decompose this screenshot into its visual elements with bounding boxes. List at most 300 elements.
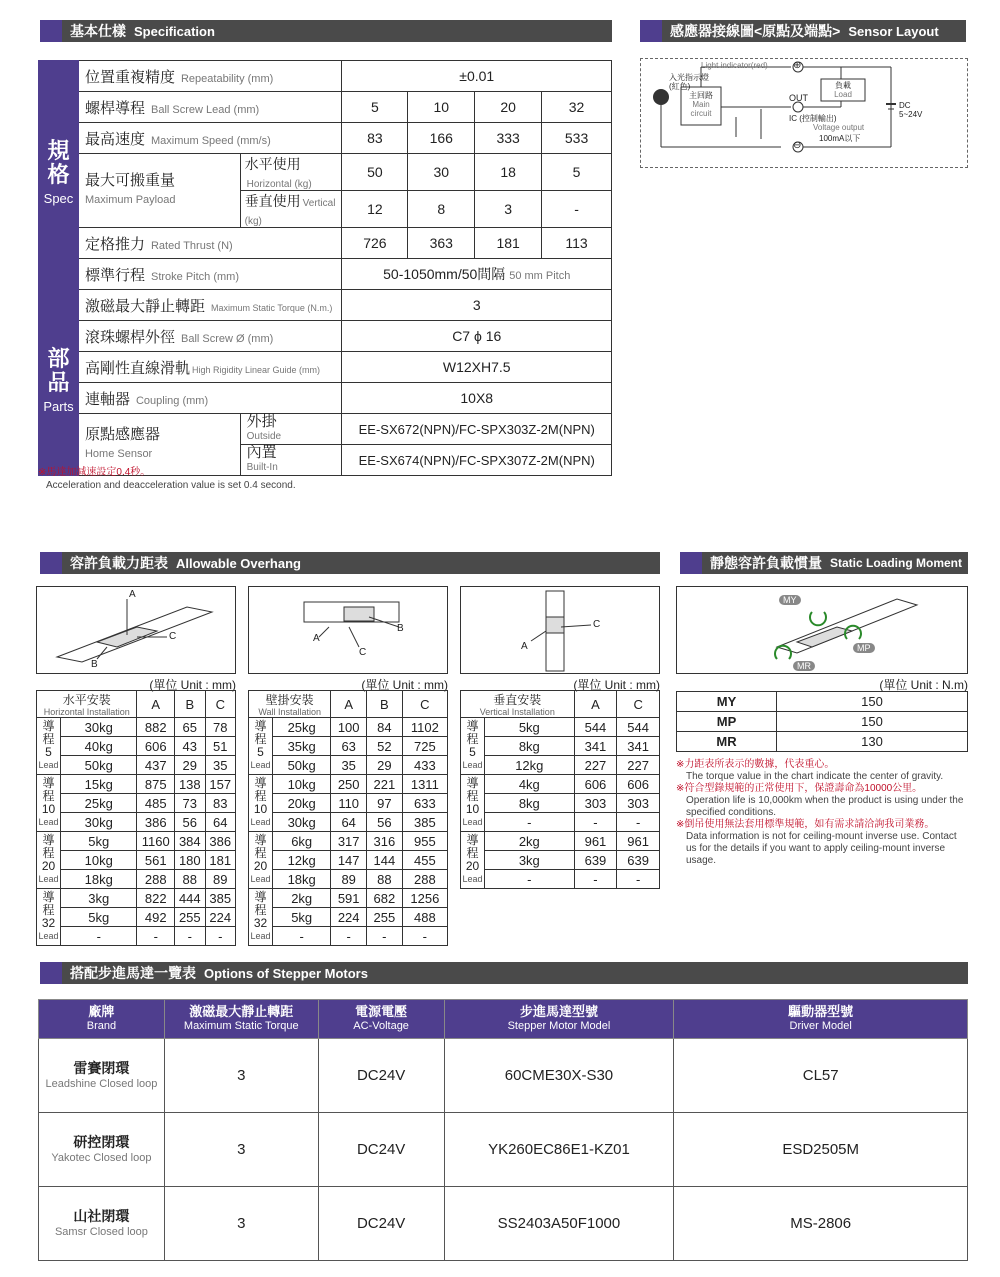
overhang-cell: 88 <box>175 870 205 889</box>
table-row <box>461 756 660 775</box>
lead-side-label: 導程 20 Lead <box>461 832 485 889</box>
speed-value: 333 <box>475 123 542 154</box>
overhang-cell: 147 <box>331 851 367 870</box>
outside-label: 外掛 Outside <box>240 414 342 445</box>
overhang-cell: 682 <box>367 889 403 908</box>
table-row <box>461 794 660 813</box>
driver-model: CL57 <box>674 1039 968 1113</box>
table-row <box>249 870 448 889</box>
overhang-cell: 138 <box>175 775 205 794</box>
overhang-cell: 255 <box>367 908 403 927</box>
diagram-label-c: C <box>169 631 177 642</box>
motors-table <box>38 999 968 1261</box>
light-indicator-label: Light indicator(red) <box>701 61 768 70</box>
lead-side-label: 導程 10 Lead <box>37 775 61 832</box>
moment-header-zh: 靜態容許負載慣量 <box>710 555 822 571</box>
voltage-output-label: Voltage output <box>813 123 865 132</box>
overhang-cell: 157 <box>205 775 235 794</box>
overhang-cell: 83 <box>205 794 235 813</box>
overhang-cell: 433 <box>402 756 447 775</box>
motor-brand: 山社閉環 Samsr Closed loop <box>39 1187 165 1261</box>
motor-torque: 3 <box>164 1039 318 1113</box>
overhang-cell: 606 <box>574 775 617 794</box>
table-row <box>37 870 236 889</box>
col-header: A <box>137 691 175 718</box>
wall-rail-svg <box>249 587 447 673</box>
thrust-value: 113 <box>542 228 612 259</box>
motor-model: YK260EC86E1-KZ01 <box>444 1113 674 1187</box>
overhang-cell: 25kg <box>61 794 137 813</box>
col-header: C <box>617 691 660 718</box>
overhang-cell: 35kg <box>273 737 331 756</box>
vertical-value: 3 <box>475 191 542 228</box>
sensor-header-en: Sensor Layout <box>848 23 939 39</box>
moment-section-header <box>680 552 968 574</box>
table-row <box>37 851 236 870</box>
overhang-cell: 30kg <box>273 813 331 832</box>
motors-col-header: 激磁最大靜止轉距 Maximum Static Torque <box>164 1000 318 1039</box>
overhang-cell: 961 <box>574 832 617 851</box>
screw-value: C7 ϕ 16 <box>342 321 612 352</box>
accel-note-en: Acceleration and deacceleration value is set 0.4 second. <box>46 480 296 491</box>
lead-value: 10 <box>408 92 475 123</box>
overhang-cell: 1102 <box>402 718 447 737</box>
lead-side-label: 導程 5 Lead <box>249 718 273 775</box>
motor-model: 60CME30X-S30 <box>444 1039 674 1113</box>
table-row <box>37 889 236 908</box>
table-row <box>461 775 660 794</box>
overhang-cell: 40kg <box>61 737 137 756</box>
moment-key: MY <box>677 692 777 712</box>
overhang-cell: 544 <box>574 718 617 737</box>
note-zh: ※力距表所表示的數據，代表重心。 <box>676 759 835 770</box>
table-row <box>249 908 448 927</box>
moment-value: 150 <box>777 692 968 712</box>
overhang-cell: 288 <box>137 870 175 889</box>
table-row <box>37 775 236 794</box>
sensor-diagram <box>640 58 968 168</box>
horizontal-value: 30 <box>408 154 475 191</box>
moment-notes <box>676 759 970 867</box>
diagram-label-a: A <box>129 589 136 600</box>
overhang-cell: 5kg <box>273 908 331 927</box>
overhang-cell: 73 <box>175 794 205 813</box>
motors-section-header <box>40 962 968 984</box>
overhang-cell: 385 <box>402 813 447 832</box>
overhang-cell: 8kg <box>485 737 575 756</box>
diagram-label-b: B <box>91 659 98 670</box>
overhang-cell: 224 <box>331 908 367 927</box>
minus-terminal: ⊖ <box>793 140 802 151</box>
mp-label: MP <box>853 643 875 653</box>
diagram-label-a: A <box>313 633 320 644</box>
col-header: B <box>367 691 403 718</box>
overhang-cell: - <box>617 870 660 889</box>
torque-label: 激磁最大靜止轉距 Maximum Static Torque (N.m.) <box>78 290 342 321</box>
diagram-label-a: A <box>521 641 528 652</box>
horizontal-diagram <box>36 586 236 674</box>
lead-side-label: 導程 10 Lead <box>461 775 485 832</box>
overhang-cell: 181 <box>205 851 235 870</box>
diagram-label-c: C <box>593 619 601 630</box>
builtin-value: EE-SX674(NPN)/FC-SPX307Z-2M(NPN) <box>342 445 612 476</box>
spec-section-header <box>40 20 612 42</box>
overhang-cell: - <box>574 813 617 832</box>
moment-value: 130 <box>777 732 968 752</box>
motor-torque: 3 <box>164 1113 318 1187</box>
table-row <box>37 908 236 927</box>
vertical-label: 垂直使用 Vertical (kg) <box>240 191 342 228</box>
overhang-cell: 1160 <box>137 832 175 851</box>
overhang-cell: 303 <box>617 794 660 813</box>
motor-brand: 研控閉環 Yakotec Closed loop <box>39 1113 165 1187</box>
overhang-cell: 591 <box>331 889 367 908</box>
overhang-cell: - <box>574 870 617 889</box>
overhang-cell: - <box>175 927 205 946</box>
moment-value: 150 <box>777 712 968 732</box>
overhang-cell: 386 <box>137 813 175 832</box>
builtin-label: 內置 Built-In <box>240 445 342 476</box>
motors-header-row <box>39 1000 968 1039</box>
lead-side-label: 導程 10 Lead <box>249 775 273 832</box>
overhang-cell: 30kg <box>61 718 137 737</box>
overhang-cell: 544 <box>617 718 660 737</box>
overhang-cell: 4kg <box>485 775 575 794</box>
ic-label: IC (控制輸出) <box>789 114 837 123</box>
table-row <box>249 927 448 946</box>
overhang-cell: 955 <box>402 832 447 851</box>
table-row <box>37 718 236 737</box>
payload-label: 最大可搬重量 Maximum Payload <box>78 154 240 228</box>
diagram-label-b: B <box>397 623 404 634</box>
thrust-value: 726 <box>342 228 408 259</box>
overhang-cell: 50kg <box>273 756 331 775</box>
overhang-cell: 35 <box>331 756 367 775</box>
plus-terminal: ⊕ <box>793 60 802 71</box>
lead-value: 32 <box>542 92 612 123</box>
table-row <box>249 851 448 870</box>
overhang-cell: 30kg <box>61 813 137 832</box>
overhang-cell: 3kg <box>485 851 575 870</box>
header-accent <box>40 20 62 42</box>
overhang-cell: 52 <box>367 737 403 756</box>
light-indicator-icon <box>653 89 669 105</box>
table-row <box>249 775 448 794</box>
overhang-cell: 961 <box>617 832 660 851</box>
table-row <box>37 832 236 851</box>
overhang-cell: 227 <box>574 756 617 775</box>
overhang-cell: 725 <box>402 737 447 756</box>
overhang-cell: - <box>402 927 447 946</box>
thrust-value: 181 <box>475 228 542 259</box>
table-row <box>249 737 448 756</box>
overhang-cell: 84 <box>367 718 403 737</box>
table-row <box>249 718 448 737</box>
overhang-cell: - <box>485 870 575 889</box>
lead-side-label: 導程 5 Lead <box>37 718 61 775</box>
motor-voltage: DC24V <box>318 1187 444 1261</box>
horizontal-overhang-table <box>36 690 236 946</box>
motor-row <box>39 1039 968 1113</box>
overhang-cell: 10kg <box>61 851 137 870</box>
table-row <box>461 870 660 889</box>
lead-side-label: 導程 20 Lead <box>249 832 273 889</box>
overhang-cell: 221 <box>367 775 403 794</box>
motors-col-header: 驅動器型號 Driver Model <box>674 1000 968 1039</box>
overhang-section-header <box>40 552 660 574</box>
screw-label: 滾珠螺桿外徑 Ball Screw Ø (mm) <box>78 321 342 352</box>
mr-label: MR <box>793 661 815 671</box>
overhang-cell: 492 <box>137 908 175 927</box>
overhang-cell: 5kg <box>61 908 137 927</box>
horizontal-rail-svg <box>37 587 235 673</box>
repeatability-label: 位置重複精度 Repeatability (mm) <box>78 61 342 92</box>
wall-rows <box>249 718 448 946</box>
overhang-cell: 224 <box>205 908 235 927</box>
stroke-label: 標準行程 Stroke Pitch (mm) <box>78 259 342 290</box>
vertical-overhang-table <box>460 690 660 889</box>
table-row <box>249 756 448 775</box>
diagram-label-c: C <box>359 647 367 658</box>
vertical-value: 12 <box>342 191 408 228</box>
motor-row <box>39 1113 968 1187</box>
motor-torque: 3 <box>164 1187 318 1261</box>
note-en: Data information is not for ceiling-mount inverse use. Contact us for the details if you want to apply ceiling-mount inverse usage. <box>686 831 957 866</box>
thrust-value: 363 <box>408 228 475 259</box>
moment-rail-svg <box>677 587 967 673</box>
overhang-cell: 110 <box>331 794 367 813</box>
spec-header-en: Specification <box>134 23 215 39</box>
overhang-cell: 384 <box>175 832 205 851</box>
col-header: B <box>175 691 205 718</box>
moment-key: MP <box>677 712 777 732</box>
overhang-cell: 561 <box>137 851 175 870</box>
wall-diagram <box>248 586 448 674</box>
overhang-cell: 56 <box>175 813 205 832</box>
wall-title: 壁掛安裝 Wall Installation <box>249 691 331 718</box>
table-row <box>37 756 236 775</box>
overhang-cell: 2kg <box>485 832 575 851</box>
overhang-cell: 882 <box>137 718 175 737</box>
wall-overhang-table <box>248 690 448 946</box>
overhang-cell: 1256 <box>402 889 447 908</box>
table-row <box>249 813 448 832</box>
overhang-cell: 606 <box>617 775 660 794</box>
load-label: 負載 Load <box>834 81 852 99</box>
overhang-cell: 227 <box>617 756 660 775</box>
overhang-cell: 29 <box>175 756 205 775</box>
motors-col-header: 步進馬達型號 Stepper Motor Model <box>444 1000 674 1039</box>
overhang-cell: - <box>331 927 367 946</box>
overhang-cell: 64 <box>331 813 367 832</box>
speed-label: 最高速度 Maximum Speed (mm/s) <box>78 123 342 154</box>
vertical-diagram <box>460 586 660 674</box>
dc-label: DC 5~24V <box>899 101 923 119</box>
overhang-cell: 29 <box>367 756 403 775</box>
spec-header-zh: 基本仕樣 <box>70 23 126 39</box>
speed-value: 166 <box>408 123 475 154</box>
table-row <box>249 889 448 908</box>
driver-model: ESD2505M <box>674 1113 968 1187</box>
overhang-cell: 3kg <box>61 889 137 908</box>
repeatability-value: ±0.01 <box>342 61 612 92</box>
overhang-cell: 385 <box>205 889 235 908</box>
overhang-cell: 2kg <box>273 889 331 908</box>
sensor-header-zh: 感應器接線圖<原點及端點> <box>670 23 841 39</box>
overhang-cell: 639 <box>574 851 617 870</box>
spec-table <box>38 60 612 476</box>
overhang-cell: 43 <box>175 737 205 756</box>
overhang-cell: 78 <box>205 718 235 737</box>
overhang-cell: 12kg <box>485 756 575 775</box>
overhang-header-en: Allowable Overhang <box>176 555 301 571</box>
spec-group-label: 規格 Spec <box>39 61 79 290</box>
motors-header-zh: 搭配步進馬達一覽表 <box>70 965 196 981</box>
lead-label: 螺桿導程 Ball Screw Lead (mm) <box>78 92 342 123</box>
overhang-cell: 444 <box>175 889 205 908</box>
note-zh: ※符合型錄規範的正常使用下，保證壽命為10000公里。 <box>676 783 923 794</box>
overhang-cell: - <box>273 927 331 946</box>
guide-value: W12XH7.5 <box>342 352 612 383</box>
overhang-cell: 386 <box>205 832 235 851</box>
overhang-cell: 50kg <box>61 756 137 775</box>
table-row <box>461 832 660 851</box>
motors-header-en: Options of Stepper Motors <box>204 965 368 981</box>
overhang-cell: 65 <box>175 718 205 737</box>
header-accent <box>680 552 702 574</box>
overhang-cell: 89 <box>205 870 235 889</box>
col-header: C <box>205 691 235 718</box>
overhang-cell: 822 <box>137 889 175 908</box>
col-header: C <box>402 691 447 718</box>
overhang-header-zh: 容許負載力距表 <box>70 555 168 571</box>
motor-model: SS2403A50F1000 <box>444 1187 674 1261</box>
speed-value: 533 <box>542 123 612 154</box>
lead-side-label: 導程 32 Lead <box>249 889 273 946</box>
overhang-cell: 875 <box>137 775 175 794</box>
overhang-cell: 15kg <box>61 775 137 794</box>
overhang-cell: 8kg <box>485 794 575 813</box>
light-indicator-zh: 入光指示燈(紅色) <box>669 73 709 91</box>
motor-row <box>39 1187 968 1261</box>
torque-value: 3 <box>342 290 612 321</box>
overhang-cell: 25kg <box>273 718 331 737</box>
table-row <box>461 718 660 737</box>
moment-key: MR <box>677 732 777 752</box>
overhang-cell: 606 <box>137 737 175 756</box>
lead-value: 5 <box>342 92 408 123</box>
horizontal-value: 50 <box>342 154 408 191</box>
table-row <box>249 832 448 851</box>
overhang-cell: 5kg <box>61 832 137 851</box>
table-row <box>461 737 660 756</box>
horizontal-rows <box>37 718 236 946</box>
overhang-cell: 250 <box>331 775 367 794</box>
current-label: 100mA以下 <box>819 134 861 143</box>
horizontal-title: 水平安裝 Horizontal Installation <box>37 691 137 718</box>
horizontal-value: 5 <box>542 154 612 191</box>
stroke-value: 50-1050mm/50間隔 50 mm Pitch <box>342 259 612 290</box>
table-row <box>37 813 236 832</box>
overhang-cell: 6kg <box>273 832 331 851</box>
overhang-unit-wall: (單位 Unit : mm) <box>361 678 448 692</box>
table-row <box>249 794 448 813</box>
main-circuit-label: 主回路 Main circuit <box>689 91 713 118</box>
lead-side-label: 導程 5 Lead <box>461 718 485 775</box>
speed-value: 83 <box>342 123 408 154</box>
horizontal-value: 18 <box>475 154 542 191</box>
motor-voltage: DC24V <box>318 1039 444 1113</box>
table-row <box>37 927 236 946</box>
vertical-value: - <box>542 191 612 228</box>
overhang-cell: 288 <box>402 870 447 889</box>
accel-note-zh: ※馬達加減速設定0.4秒。 <box>38 467 151 478</box>
col-header: A <box>574 691 617 718</box>
overhang-cell: 88 <box>367 870 403 889</box>
overhang-cell: 255 <box>175 908 205 927</box>
overhang-cell: 303 <box>574 794 617 813</box>
overhang-cell: - <box>205 927 235 946</box>
horizontal-label: 水平使用Horizontal (kg) <box>240 154 342 191</box>
overhang-cell: - <box>137 927 175 946</box>
col-header: A <box>331 691 367 718</box>
thrust-label: 定格推力 Rated Thrust (N) <box>78 228 342 259</box>
vertical-rows <box>461 718 660 889</box>
overhang-cell: - <box>367 927 403 946</box>
parts-group-label: 部品 Parts <box>39 290 79 476</box>
lead-side-label: 導程 20 Lead <box>37 832 61 889</box>
table-row <box>461 813 660 832</box>
note-en: Operation life is 10,000km when the product is using under the specified conditions. <box>686 795 964 818</box>
out-label: OUT <box>789 93 808 103</box>
overhang-cell: 316 <box>367 832 403 851</box>
overhang-cell: 341 <box>617 737 660 756</box>
sensor-section-header <box>640 20 966 42</box>
table-row <box>461 851 660 870</box>
lead-value: 20 <box>475 92 542 123</box>
vertical-title: 垂直安裝 Vertical Installation <box>461 691 575 718</box>
overhang-cell: 97 <box>367 794 403 813</box>
overhang-cell: 20kg <box>273 794 331 813</box>
coupling-value: 10X8 <box>342 383 612 414</box>
overhang-cell: 485 <box>137 794 175 813</box>
moment-diagram <box>676 586 968 674</box>
overhang-cell: 437 <box>137 756 175 775</box>
lead-side-label: 導程 32 Lead <box>37 889 61 946</box>
overhang-cell: - <box>61 927 137 946</box>
vertical-value: 8 <box>408 191 475 228</box>
note-zh: ※倒吊使用無法套用標準規範，如有需求請洽詢我司業務。 <box>676 819 935 830</box>
overhang-cell: 317 <box>331 832 367 851</box>
overhang-cell: 10kg <box>273 775 331 794</box>
my-arrow-icon <box>810 612 826 625</box>
overhang-cell: 180 <box>175 851 205 870</box>
overhang-cell: 12kg <box>273 851 331 870</box>
table-row <box>37 737 236 756</box>
driver-model: MS-2806 <box>674 1187 968 1261</box>
overhang-cell: 56 <box>367 813 403 832</box>
note-en: The torque value in the chart indicate the center of gravity. <box>686 771 944 782</box>
my-label: MY <box>779 595 801 605</box>
moment-table <box>676 691 968 752</box>
overhang-cell: 51 <box>205 737 235 756</box>
motor-brand: 雷賽閉環 Leadshine Closed loop <box>39 1039 165 1113</box>
guide-label: 高剛性直線滑軌 High Rigidity Linear Guide (mm) <box>78 352 342 383</box>
overhang-unit-vertical: (單位 Unit : mm) <box>573 678 660 692</box>
header-accent <box>640 20 662 42</box>
overhang-cell: 341 <box>574 737 617 756</box>
overhang-cell: 5kg <box>485 718 575 737</box>
